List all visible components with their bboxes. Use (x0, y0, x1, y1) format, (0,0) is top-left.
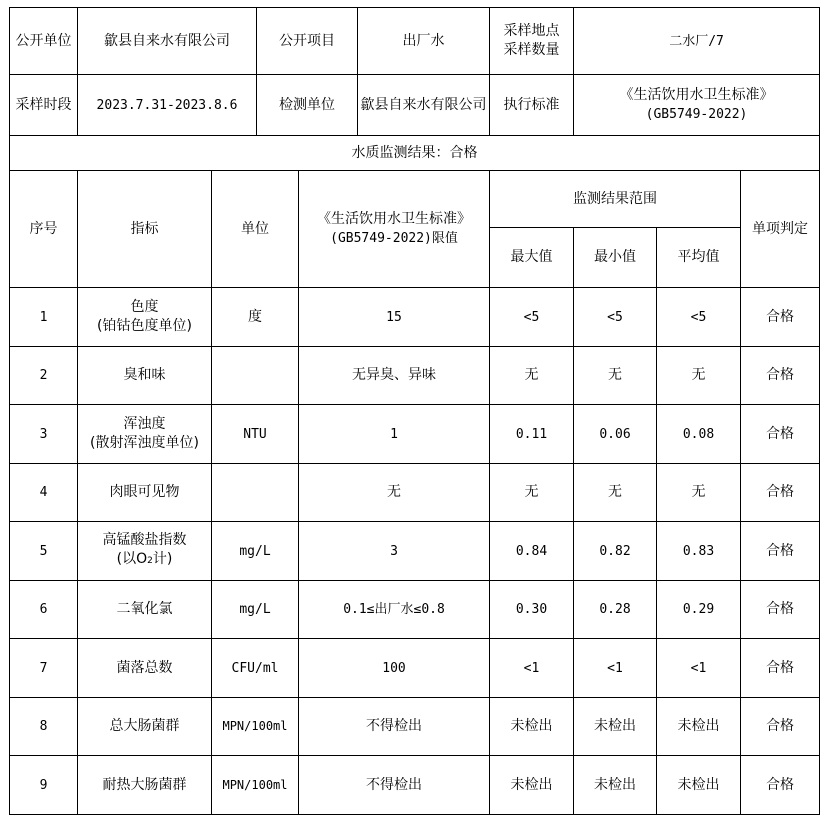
row-judgement: 合格 (741, 698, 820, 756)
row-indicator-note (80, 550, 209, 571)
row-unit (212, 464, 299, 522)
row-min: 0.06 (574, 405, 657, 464)
row-min: <1 (574, 639, 657, 698)
col-unit: 单位 (212, 171, 299, 288)
row-no: 2 (10, 347, 78, 405)
row-limit: 不得检出 (299, 698, 490, 756)
row-indicator (78, 522, 212, 581)
row-indicator: 耐热大肠菌群 (78, 756, 212, 815)
row-judgement: 合格 (741, 464, 820, 522)
row-limit: 1 (299, 405, 490, 464)
row-indicator-name: 高锰酸盐指数 (102, 532, 187, 548)
row-judgement: 合格 (741, 288, 820, 347)
table-row (10, 347, 820, 405)
row-indicator (78, 405, 212, 464)
standard-value-line-2: (GB5749-2022) (645, 107, 748, 122)
table-row (10, 464, 820, 522)
row-max: 0.11 (490, 405, 574, 464)
result-summary: 水质监测结果：合格 (10, 136, 820, 171)
row-max: <5 (490, 288, 574, 347)
col-limit (299, 171, 490, 288)
row-unit: MPN/100ml (212, 698, 299, 756)
row-avg: 无 (657, 464, 741, 522)
header-row-publisher (10, 8, 820, 75)
row-min: 无 (574, 464, 657, 522)
row-unit: MPN/100ml (212, 756, 299, 815)
table-row (10, 581, 820, 639)
standard-value (574, 75, 820, 136)
row-avg: 无 (657, 347, 741, 405)
table-row (10, 756, 820, 815)
standard-value-line-1: 《生活饮用水卫生标准》 (619, 87, 774, 103)
row-no: 1 (10, 288, 78, 347)
row-unit: CFU/ml (212, 639, 299, 698)
row-no: 6 (10, 581, 78, 639)
col-min: 最小值 (574, 228, 657, 288)
project-label: 公开项目 (257, 8, 358, 75)
row-max: 0.30 (490, 581, 574, 639)
table-row (10, 288, 820, 347)
row-max: 0.84 (490, 522, 574, 581)
row-indicator-name: 浑浊度 (123, 416, 166, 432)
row-avg: 0.29 (657, 581, 741, 639)
row-max: <1 (490, 639, 574, 698)
period-label: 采样时段 (10, 75, 78, 136)
row-limit: 0.1≤出厂水≤0.8 (299, 581, 490, 639)
note-subscript: 2 (147, 556, 153, 566)
row-max: 未检出 (490, 756, 574, 815)
row-judgement: 合格 (741, 756, 820, 815)
row-min: 无 (574, 347, 657, 405)
project-value: 出厂水 (358, 8, 490, 75)
table-row (10, 405, 820, 464)
row-judgement: 合格 (741, 522, 820, 581)
summary-row (10, 136, 820, 171)
row-no: 8 (10, 698, 78, 756)
header-row-period (10, 75, 820, 136)
row-limit: 无 (299, 464, 490, 522)
row-indicator-note: (散射浑浊度单位) (90, 435, 199, 451)
row-avg: 未检出 (657, 756, 741, 815)
row-avg: <1 (657, 639, 741, 698)
publisher-value: 歙县自来水有限公司 (78, 8, 257, 75)
standard-label: 执行标准 (490, 75, 574, 136)
note-suffix: 计) (152, 551, 173, 567)
row-indicator-note: (铂钴色度单位) (97, 318, 192, 334)
lab-value: 歙县自来水有限公司 (358, 75, 490, 136)
row-no: 3 (10, 405, 78, 464)
row-judgement: 合格 (741, 347, 820, 405)
row-avg: 未检出 (657, 698, 741, 756)
row-avg: <5 (657, 288, 741, 347)
row-limit: 15 (299, 288, 490, 347)
row-indicator: 臭和味 (78, 347, 212, 405)
row-unit: NTU (212, 405, 299, 464)
row-limit: 100 (299, 639, 490, 698)
col-max: 最大值 (490, 228, 574, 288)
row-unit: mg/L (212, 581, 299, 639)
row-judgement: 合格 (741, 639, 820, 698)
publisher-label: 公开单位 (10, 8, 78, 75)
row-min: 0.82 (574, 522, 657, 581)
row-indicator: 二氧化氯 (78, 581, 212, 639)
row-limit: 无异臭、异味 (299, 347, 490, 405)
row-no: 5 (10, 522, 78, 581)
row-indicator-name: 色度 (130, 299, 159, 315)
row-unit: 度 (212, 288, 299, 347)
row-min: 未检出 (574, 698, 657, 756)
col-range: 监测结果范围 (490, 171, 741, 228)
col-no: 序号 (10, 171, 78, 288)
col-judgement: 单项判定 (741, 171, 820, 288)
row-max: 无 (490, 347, 574, 405)
row-min: 未检出 (574, 756, 657, 815)
row-max: 无 (490, 464, 574, 522)
col-limit-line-1: 《生活饮用水卫生标准》 (317, 211, 471, 227)
table-row (10, 522, 820, 581)
period-value: 2023.7.31-2023.8.6 (78, 75, 257, 136)
table-row (10, 639, 820, 698)
table-row (10, 698, 820, 756)
lab-label: 检测单位 (257, 75, 358, 136)
row-avg: 0.08 (657, 405, 741, 464)
row-indicator: 总大肠菌群 (78, 698, 212, 756)
row-indicator (78, 288, 212, 347)
row-judgement: 合格 (741, 581, 820, 639)
col-avg: 平均值 (657, 228, 741, 288)
row-limit: 不得检出 (299, 756, 490, 815)
site-label-line-1: 采样地点 (503, 23, 560, 39)
row-judgement: 合格 (741, 405, 820, 464)
col-limit-line-2: (GB5749-2022)限值 (330, 231, 458, 246)
site-value: 二水厂/7 (574, 8, 820, 75)
row-min: <5 (574, 288, 657, 347)
site-label-line-2: 采样数量 (503, 42, 560, 58)
column-header-row-1 (10, 171, 820, 228)
note-prefix: (以O (116, 551, 148, 567)
col-indicator: 指标 (78, 171, 212, 288)
row-no: 9 (10, 756, 78, 815)
row-max: 未检出 (490, 698, 574, 756)
row-unit: mg/L (212, 522, 299, 581)
row-indicator: 肉眼可见物 (78, 464, 212, 522)
row-unit (212, 347, 299, 405)
row-limit: 3 (299, 522, 490, 581)
water-quality-table (9, 7, 820, 815)
site-label (490, 8, 574, 75)
row-no: 4 (10, 464, 78, 522)
row-indicator: 菌落总数 (78, 639, 212, 698)
row-avg: 0.83 (657, 522, 741, 581)
row-no: 7 (10, 639, 78, 698)
row-min: 0.28 (574, 581, 657, 639)
